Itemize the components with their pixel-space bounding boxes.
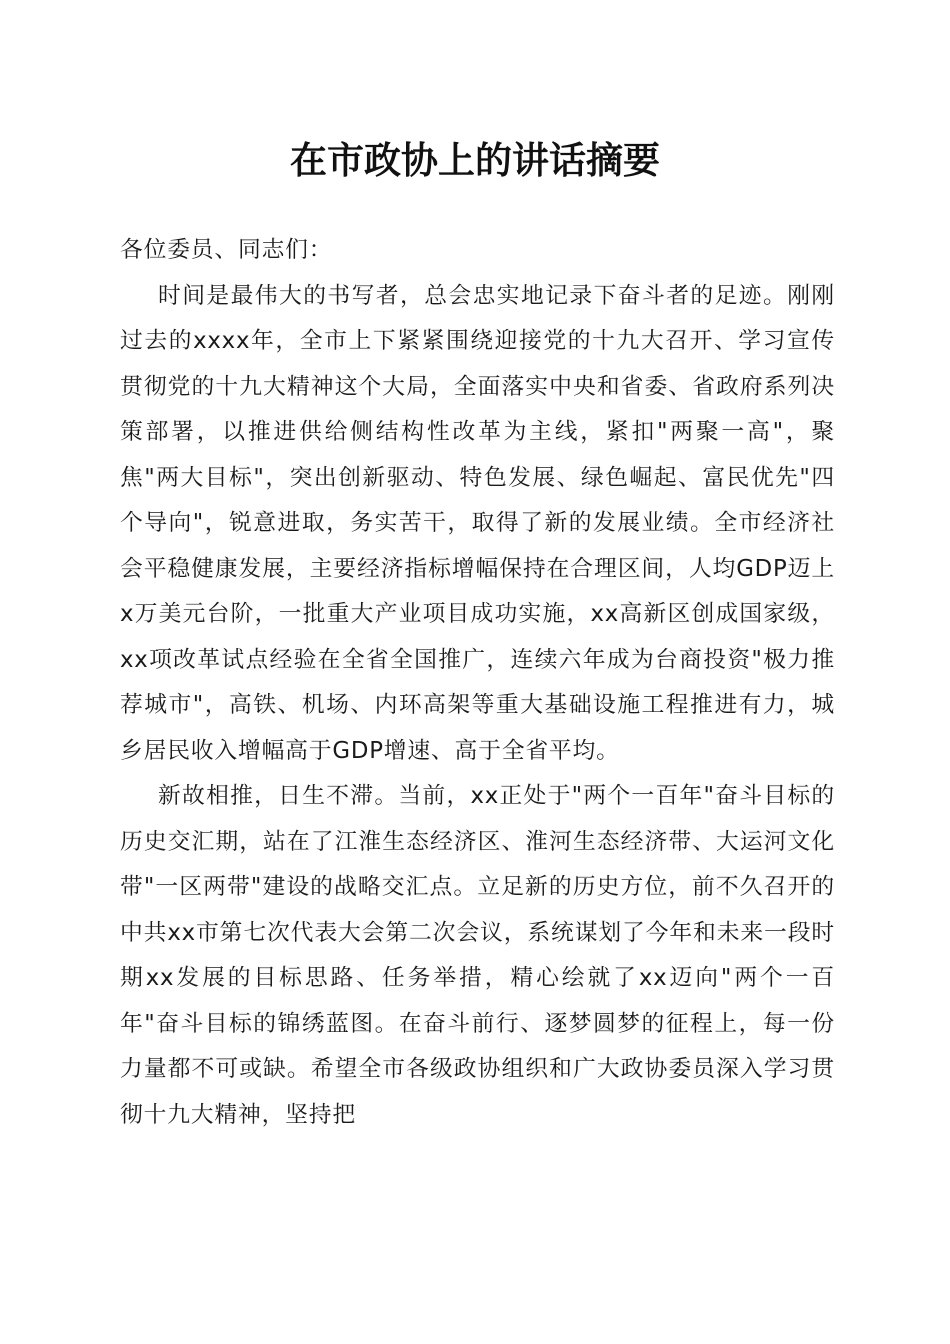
document-title: 在市政协上的讲话摘要 bbox=[290, 138, 660, 182]
greeting-line: 各位委员、同志们： bbox=[120, 237, 333, 263]
document-body bbox=[120, 228, 835, 1138]
paragraph-2: 新故相推，日生不滞。当前，xx正处于"两个一百年"奋斗目标的历史交汇期，站在了江淮生态经济区、淮河生态经济带、大运河文化带"一区两带"建设的战略交汇点。立足新的历史方位，前不久召开的中共xx市第七次代表大会第二次会议，系统谋划了今年和未来一段时期xx发展的目标思路、任务举措，精心绘就了xx迈向"两个一百年"奋斗目标的锦绣蓝图。在奋斗前行、逐梦圆梦的征程上，每一份力量都不可或缺。希望全市各级政协组织和广大政协委员深入学习贯彻十九大精神，坚持把 bbox=[120, 783, 835, 1128]
paragraph-1: 时间是最伟大的书写者，总会忠实地记录下奋斗者的足迹。刚刚过去的xxxx年，全市上下紧紧围绕迎接党的十九大召开、学习宣传贯彻党的十九大精神这个大局，全面落实中央和省委、省政府系列决策部署，以推进供给侧结构性改革为主线，紧扣"两聚一高"，聚焦"两大目标"，突出创新驱动、特色发展、绿色崛起、富民优先"四个导向"，锐意进取，务实苦干，取得了新的发展业绩。全市经济社会平稳健康发展，主要经济指标增幅保持在合理区间，人均GDP迈上x万美元台阶，一批重大产业项目成功实施，xx高新区创成国家级，xx项改革试点经验在全省全国推广，连续六年成为台商投资"极力推荐城市"，高铁、机场、内环高架等重大基础设施工程推进有力，城乡居民收入增幅高于GDP增速、高于全省平均。 bbox=[120, 282, 835, 764]
